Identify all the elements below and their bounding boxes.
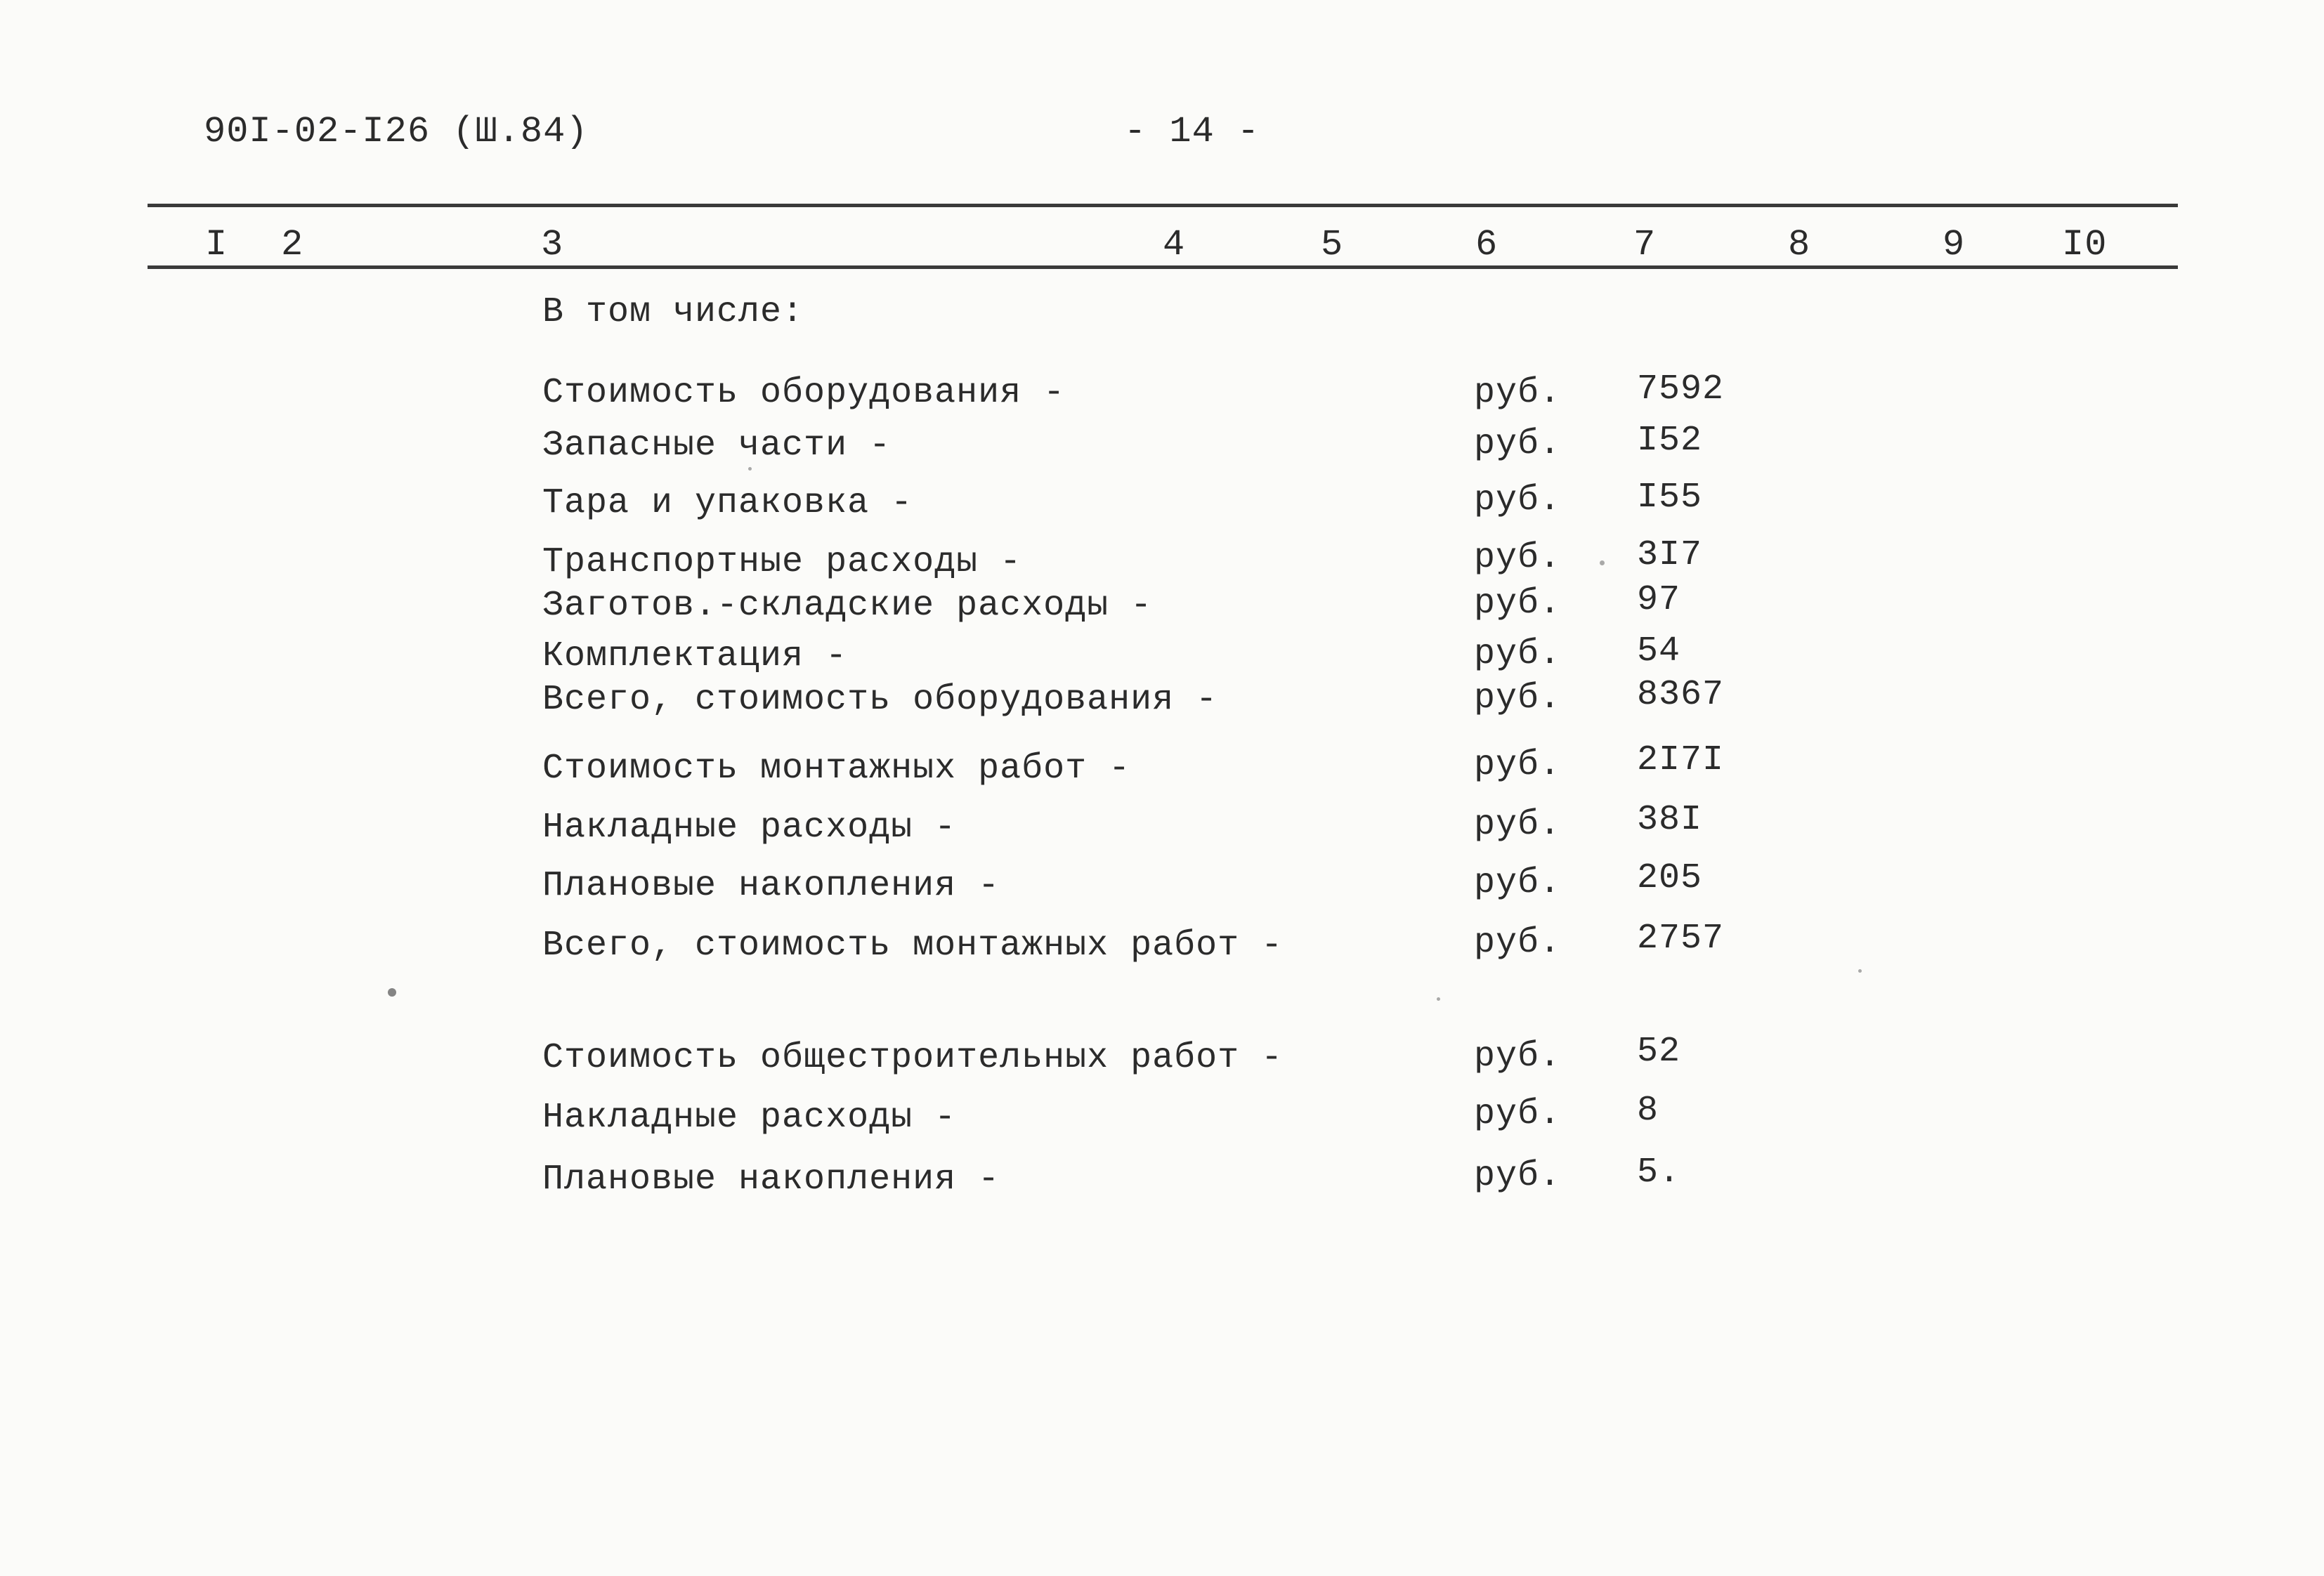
row-value: 205 bbox=[1637, 858, 1703, 898]
table-header-rule bbox=[148, 265, 2178, 269]
row-unit: руб. bbox=[1474, 634, 1562, 674]
row-label: Накладные расходы - bbox=[542, 808, 957, 848]
row-unit: руб. bbox=[1474, 1094, 1562, 1134]
row-label: Заготов.-складские расходы - bbox=[542, 586, 1153, 626]
row-label: Всего, стоимость оборудования - bbox=[542, 680, 1218, 720]
column-number: 8 bbox=[1788, 224, 1811, 265]
column-number: I bbox=[205, 224, 228, 265]
column-number: 5 bbox=[1321, 224, 1344, 265]
row-value: 2757 bbox=[1637, 919, 1725, 959]
row-unit: руб. bbox=[1474, 584, 1562, 624]
column-number: 2 bbox=[281, 224, 304, 265]
row-label: Стоимость монтажных работ - bbox=[542, 749, 1131, 789]
row-unit: руб. bbox=[1474, 923, 1562, 963]
row-value: 8367 bbox=[1637, 675, 1725, 715]
row-value: 5. bbox=[1637, 1153, 1681, 1193]
table-top-rule bbox=[148, 204, 2178, 207]
row-label: Тара и упаковка - bbox=[542, 483, 913, 523]
row-unit: руб. bbox=[1474, 1156, 1562, 1196]
row-value: 52 bbox=[1637, 1032, 1681, 1072]
column-number: I0 bbox=[2062, 224, 2108, 265]
row-value: 2I7I bbox=[1637, 740, 1725, 780]
row-value: 3I7 bbox=[1637, 535, 1703, 575]
row-unit: руб. bbox=[1474, 424, 1562, 464]
column-number: 4 bbox=[1163, 224, 1186, 265]
section-heading: В том числе: bbox=[542, 292, 804, 332]
row-label: Накладные расходы - bbox=[542, 1098, 957, 1138]
row-value: 54 bbox=[1637, 631, 1681, 671]
row-value: I55 bbox=[1637, 478, 1703, 518]
row-label: Стоимость общестроительных работ - bbox=[542, 1038, 1284, 1078]
row-label: Транспортные расходы - bbox=[542, 542, 1022, 582]
document-code: 90I-02-I26 (Ш.84) bbox=[204, 111, 589, 152]
scan-speck bbox=[748, 467, 752, 471]
row-value: 97 bbox=[1637, 580, 1681, 620]
row-unit: руб. bbox=[1474, 678, 1562, 718]
row-unit: руб. bbox=[1474, 863, 1562, 903]
row-unit: руб. bbox=[1474, 1037, 1562, 1077]
column-number: 7 bbox=[1633, 224, 1657, 265]
row-unit: руб. bbox=[1474, 480, 1562, 520]
row-value: I52 bbox=[1637, 421, 1703, 461]
scan-speck bbox=[388, 988, 396, 997]
row-label: Комплектация - bbox=[542, 636, 848, 676]
row-unit: руб. bbox=[1474, 538, 1562, 578]
scan-speck bbox=[1437, 997, 1440, 1001]
scan-speck bbox=[1858, 969, 1862, 973]
row-unit: руб. bbox=[1474, 805, 1562, 845]
row-label: Плановые накопления - bbox=[542, 866, 1000, 906]
row-unit: руб. bbox=[1474, 745, 1562, 785]
row-label: Стоимость оборудования - bbox=[542, 373, 1066, 413]
row-value: 7592 bbox=[1637, 369, 1725, 409]
row-value: 8 bbox=[1637, 1091, 1659, 1131]
row-label: Всего, стоимость монтажных работ - bbox=[542, 926, 1284, 966]
row-unit: руб. bbox=[1474, 373, 1562, 413]
column-number: 9 bbox=[1943, 224, 1966, 265]
row-label: Плановые накопления - bbox=[542, 1160, 1000, 1200]
column-number: 6 bbox=[1475, 224, 1499, 265]
page-number: - 14 - bbox=[1124, 111, 1260, 152]
column-number: 3 bbox=[541, 224, 564, 265]
row-value: 38I bbox=[1637, 800, 1703, 840]
row-label: Запасные части - bbox=[542, 426, 892, 466]
scan-speck bbox=[1600, 560, 1605, 565]
